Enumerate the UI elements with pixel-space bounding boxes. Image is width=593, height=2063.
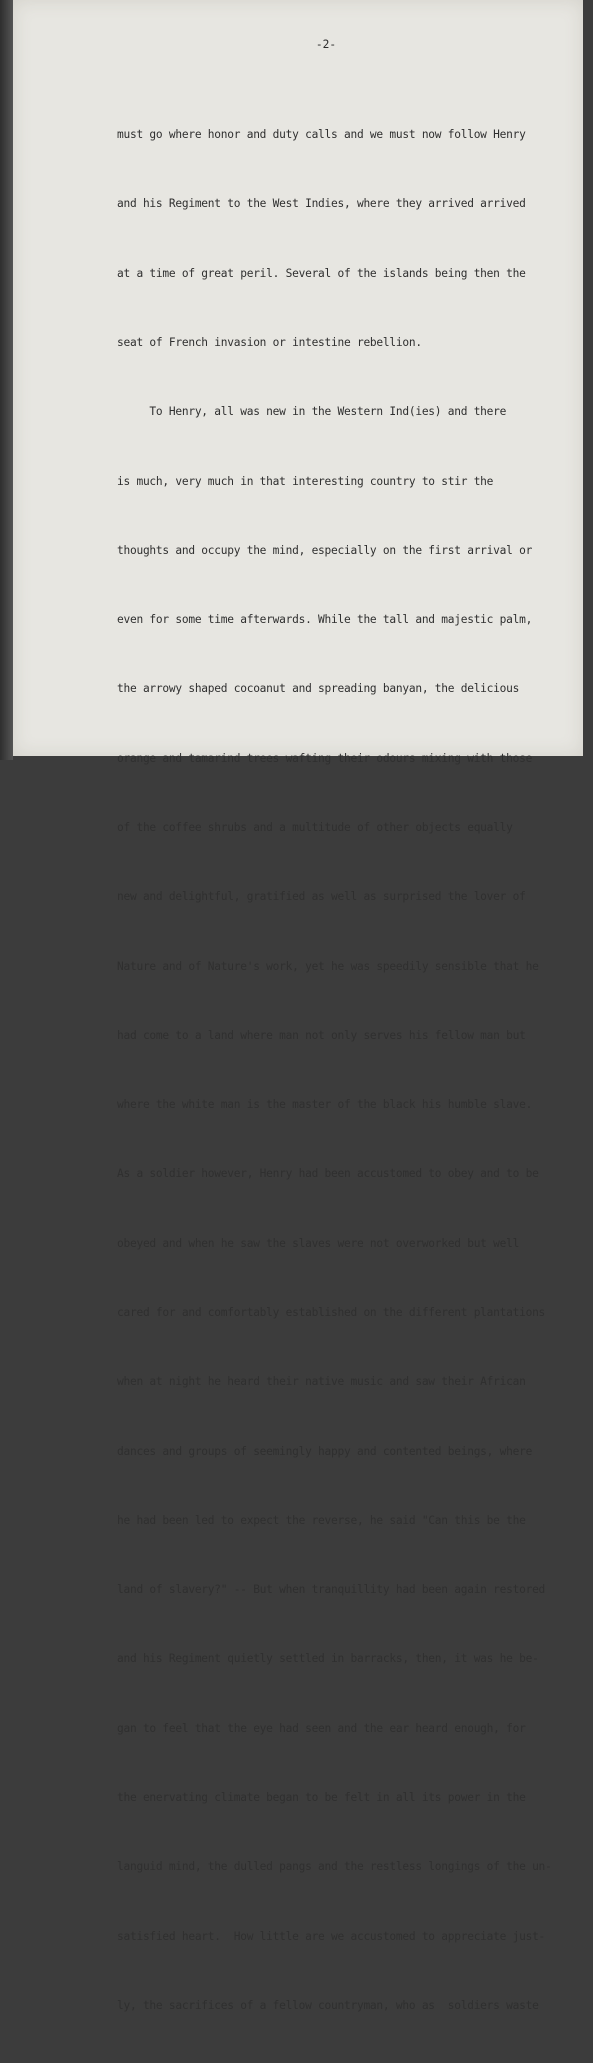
text-line: seat of French invasion or intestine rebellion. [117,336,422,350]
text-line: must go where honor and duty calls and we must now follow Henry [117,128,526,142]
text-line: new and delightful, gratified as well as surprised the lover of [117,890,526,904]
text-line: when at night he heard their native music and saw their African [117,1375,526,1389]
text-line: he had been led to expect the reverse, he said "Can this be the [117,1513,526,1527]
text-line: satisfied heart. How little are we accustomed to appreciate just- [117,1929,546,1943]
text-line: orange and tamarind trees wafting their odours mixing with those [117,751,533,765]
page-number: -2- [315,38,337,51]
document-page [13,0,583,2012]
text-line: To Henry, all was new in the Western Ind(ies) and there [117,405,507,419]
body-text [117,77,567,2063]
text-line: the arrowy shaped cocoanut and spreading banyan, the delicious [117,682,520,696]
text-line: and his Regiment to the West Indies, where they arrived arrived [117,197,526,211]
text-line: at a time of great peril. Several of the islands being then the [117,266,526,280]
text-line: where the white man is the master of the black his humble slave. [117,1098,533,1112]
text-line: the enervating climate began to be felt in all its power in the [117,1790,526,1804]
text-line: Nature and of Nature's work, yet he was speedily sensible that he [117,959,539,973]
text-line: even for some time afterwards. While the tall and majestic palm, [117,613,533,627]
text-line: had come to a land where man not only serves his fellow man but [117,1028,526,1042]
text-line: is much, very much in that interesting country to stir the [117,474,494,488]
text-line: thoughts and occupy the mind, especially on the first arrival or [117,543,533,557]
text-line: As a soldier however, Henry had been accustomed to obey and to be [117,1167,539,1181]
text-line: and his Regiment quietly settled in barracks, then, it was he be- [117,1652,539,1666]
text-line: ly, the sacrifices of a fellow countryman, who as soldiers waste [117,1998,539,2012]
text-line: land of slavery?" -- But when tranquillity had been again restored [117,1583,546,1597]
text-line: languid mind, the dulled pangs and the restless longings of the un- [117,1860,552,1874]
text-line: dances and groups of seemingly happy and contented beings, where [117,1444,533,1458]
text-line: cared for and comfortably established on the different plantations [117,1305,546,1319]
text-line: gan to feel that the eye had seen and the ear heard enough, for [117,1721,526,1735]
text-line: of the coffee shrubs and a multitude of other objects equally [117,821,513,834]
scan-edge [0,0,13,760]
text-line: obeyed and when he saw the slaves were not overworked but well [117,1236,520,1250]
